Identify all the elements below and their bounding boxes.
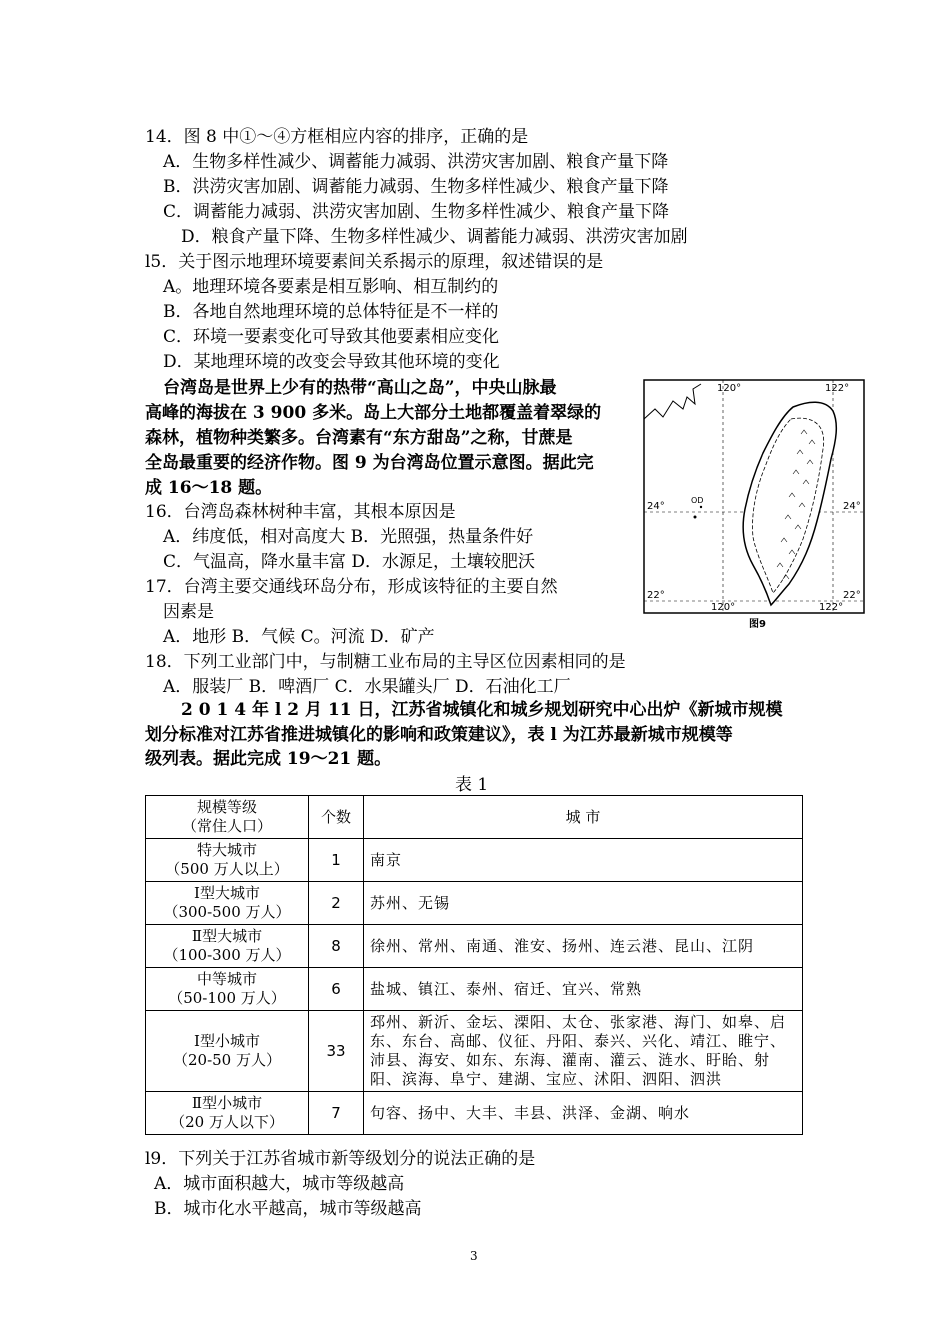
jiangsu-intro-line-1: 2 0 1 4 年 l 2 月 11 日，江苏省城镇化和城乡规划研究中心出炉《新城市规模 (181, 700, 783, 720)
header-level-line-2: （常住人口） (181, 817, 272, 835)
q15-option-a: A。地理环境各要素是相互影响、相互制约的 (163, 277, 499, 297)
q14-option-c: C．调蓄能力减弱、洪涝灾害加剧、生物多样性减少、粮食产量下降 (163, 202, 670, 222)
lat-22-right-label: 22° (843, 590, 861, 601)
taiwan-intro-line-2: 高峰的海拔在 3 900 多米。岛上大部分土地都覆盖着翠绿的 (145, 403, 602, 423)
count-cell: 6 (309, 968, 364, 1011)
q16-options-cd: C．气温高，降水量丰富 D．水源足，土壤较肥沃 (163, 552, 536, 572)
level-cell: Ⅱ型大城市 （100-300 万人） (146, 925, 309, 968)
q18-options: A．服装厂 B．啤酒厂 C．水果罐头厂 D．石油化工厂 (163, 677, 571, 697)
q14-option-d: D．粮食产量下降、生物多样性减少、调蓄能力减弱、洪涝灾害加剧 (181, 227, 688, 247)
table-header-row (146, 796, 803, 839)
lat-22-left-label: 22° (647, 590, 665, 601)
level-cell: 特大城市 （500 万人以上） (146, 839, 309, 882)
taiwan-intro-line-1: 台湾岛是世界上少有的热带“高山之岛”，中央山脉最 (163, 378, 557, 398)
lon-120-top-label: 120° (717, 383, 742, 394)
cities-cell: 南京 (364, 839, 803, 882)
q17-stem-line-1: 17．台湾主要交通线环岛分布，形成该特征的主要自然 (145, 577, 558, 597)
level-cell: Ⅰ型大城市 （300-500 万人） (146, 882, 309, 925)
q16-stem: 16．台湾岛森林树种丰富，其根本原因是 (145, 502, 456, 522)
count-cell: 8 (309, 925, 364, 968)
taiwan-intro-line-4: 全岛最重要的经济作物。图 9 为台湾岛位置示意图。据此完 (145, 453, 594, 473)
jiangsu-intro-line-2: 划分标准对江苏省推进城镇化的影响和政策建议》，表 l 为江苏最新城市规模等 (145, 725, 733, 745)
q15-option-c: C．环境一要素变化可导致其他要素相应变化 (163, 327, 500, 347)
taiwan-map-figure (643, 379, 865, 633)
q17-stem-line-2: 因素是 (163, 602, 214, 622)
table-row (146, 839, 803, 882)
q14-option-a: A．生物多样性减少、调蓄能力减弱、洪涝灾害加剧、粮食产量下降 (163, 152, 669, 172)
taiwan-intro-line-5: 成 16～18 题。 (145, 478, 273, 498)
cities-cell: 苏州、无锡 (364, 882, 803, 925)
level-cell: Ⅰ型小城市 （20-50 万人） (146, 1011, 309, 1092)
cities-cell: 邳州、新沂、金坛、溧阳、太仓、张家港、海门、如皋、启东、东台、高邮、仪征、丹阳、泰兴、兴化、靖江、睢宁、沛县、海安、如东、东海、灌南、灌云、涟水、盱眙、射阳、滨海、阜宁、建湖、宝应、沭阳、泗阳、泗洪 (364, 1011, 803, 1092)
q16-options-ab: A．纬度低，相对高度大 B．光照强，热量条件好 (163, 527, 534, 547)
level-cell: 中等城市 （50-100 万人） (146, 968, 309, 1011)
header-cities: 城 市 (364, 796, 803, 839)
table-row (146, 1011, 803, 1092)
cities-cell: 句容、扬中、大丰、丰县、洪泽、金湖、响水 (364, 1092, 803, 1135)
q19-option-a: A．城市面积越大，城市等级越高 (154, 1174, 405, 1194)
count-cell: 1 (309, 839, 364, 882)
lon-120-bottom-label: 120° (711, 602, 736, 613)
page-number: 3 (470, 1249, 478, 1263)
q19-option-b: B．城市化水平越高，城市等级越高 (154, 1199, 422, 1219)
mainland-coast (644, 384, 701, 419)
map-caption: 图9 (749, 619, 766, 630)
header-count: 个数 (309, 796, 364, 839)
count-cell: 2 (309, 882, 364, 925)
lon-122-top-label: 122° (825, 383, 850, 394)
cities-cell: 徐州、常州、南通、淮安、扬州、连云港、昆山、江阴 (364, 925, 803, 968)
city-scale-table (145, 795, 803, 1135)
header-level-line-1: 规模等级 (196, 798, 257, 816)
q15-stem: l5．关于图示地理环境要素间关系揭示的原理，叙述错误的是 (145, 252, 604, 272)
table-title: 表 1 (455, 775, 489, 795)
count-cell: 33 (309, 1011, 364, 1092)
lon-122-bottom-label: 122° (819, 602, 844, 613)
jiangsu-intro-line-3: 级列表。据此完成 19～21 题。 (145, 749, 392, 769)
table-row (146, 882, 803, 925)
q14-option-b: B．洪涝灾害加剧、调蓄能力减弱、生物多样性减少、粮食产量下降 (163, 177, 669, 197)
header-level (146, 796, 309, 839)
table-row (146, 925, 803, 968)
penghu-dot-1 (694, 516, 697, 519)
q14-stem: 14．图 8 中①～④方框相应内容的排序，正确的是 (145, 127, 529, 147)
level-cell: Ⅱ型小城市 （20 万人以下） (146, 1092, 309, 1135)
q15-option-d: D．某地理环境的改变会导致其他环境的变化 (163, 352, 500, 372)
table-row (146, 968, 803, 1011)
q15-option-b: B．各地自然地理环境的总体特征是不一样的 (163, 302, 499, 322)
lat-24-right-label: 24° (843, 501, 861, 512)
table-row (146, 1092, 803, 1135)
q17-options: A．地形 B．气候 C。河流 D．矿产 (163, 627, 435, 647)
penghu-dot-2 (700, 506, 702, 508)
count-cell: 7 (309, 1092, 364, 1135)
q18-stem: 18．下列工业部门中，与制糖工业布局的主导区位因素相同的是 (145, 652, 626, 672)
cities-cell: 盐城、镇江、泰州、宿迁、宜兴、常熟 (364, 968, 803, 1011)
q19-stem: l9．下列关于江苏省城市新等级划分的说法正确的是 (145, 1149, 536, 1169)
lat-24-left-label: 24° (647, 501, 665, 512)
taiwan-intro-line-3: 森林，植物种类繁多。台湾素有“东方甜岛”之称，甘蔗是 (145, 428, 573, 448)
penghu-mark: OD (691, 496, 704, 505)
